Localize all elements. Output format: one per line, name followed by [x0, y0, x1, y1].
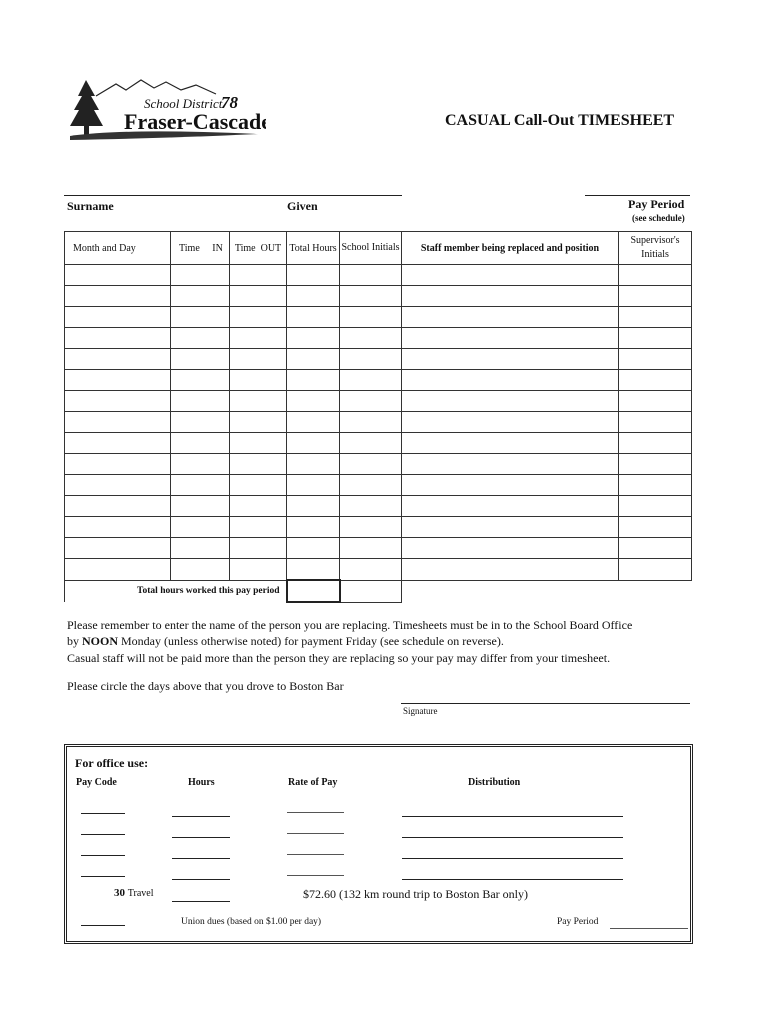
cell-time-out[interactable]: [230, 307, 287, 328]
cell-supervisor-initials[interactable]: [619, 265, 692, 286]
cell-staff-member[interactable]: [402, 328, 619, 349]
cell-time-in[interactable]: [171, 307, 230, 328]
cell-month-day[interactable]: [65, 307, 171, 328]
col-rate-of-pay: Rate of Pay: [288, 777, 338, 788]
cell-supervisor-initials[interactable]: [619, 517, 692, 538]
cell-supervisor-initials[interactable]: [619, 391, 692, 412]
cell-total-hours[interactable]: [287, 433, 340, 454]
cell-month-day[interactable]: [65, 391, 171, 412]
document-title: CASUAL Call-Out TIMESHEET: [445, 112, 675, 129]
cell-time-in[interactable]: [171, 349, 230, 370]
cell-school-initials[interactable]: [340, 454, 402, 475]
distribution-blank[interactable]: [402, 858, 623, 859]
cell-time-out[interactable]: [230, 433, 287, 454]
table-row: [65, 454, 692, 475]
cell-total-hours[interactable]: [287, 412, 340, 433]
cell-staff-member[interactable]: [402, 538, 619, 559]
cell-total-hours[interactable]: [287, 538, 340, 559]
table-row: [65, 475, 692, 496]
pay-code-blank[interactable]: [81, 855, 125, 856]
pay-code-blank[interactable]: [81, 876, 125, 877]
cell-month-day[interactable]: [65, 370, 171, 391]
cell-staff-member[interactable]: [402, 559, 619, 581]
total-hours-label: Total hours worked this pay period: [65, 580, 287, 602]
table-row: [65, 517, 692, 538]
col-staff-member: Staff member being replaced and position: [402, 232, 619, 265]
cell-school-initials[interactable]: [340, 559, 402, 581]
total-school-cell[interactable]: [340, 580, 402, 602]
logo-number: 78: [221, 93, 238, 112]
instructions-noon: NOON: [82, 634, 118, 648]
district-logo: [66, 76, 266, 142]
col-supervisor-initials: Supervisor's Initials: [619, 232, 692, 265]
cell-time-out[interactable]: [230, 412, 287, 433]
table-row: [65, 559, 692, 581]
cell-staff-member[interactable]: [402, 517, 619, 538]
cell-time-out[interactable]: [230, 391, 287, 412]
pay-period-label: Pay Period: [628, 197, 685, 211]
cell-school-initials[interactable]: [340, 433, 402, 454]
hours-blank[interactable]: [172, 816, 230, 817]
travel-hours-blank[interactable]: [172, 901, 230, 902]
cell-supervisor-initials[interactable]: [619, 559, 692, 581]
cell-total-hours[interactable]: [287, 286, 340, 307]
cell-month-day[interactable]: [65, 496, 171, 517]
col-time-out: Time OUT: [230, 232, 287, 265]
surname-label: Surname: [67, 199, 114, 213]
cell-staff-member[interactable]: [402, 391, 619, 412]
total-row: [65, 580, 692, 602]
name-line: [64, 195, 402, 196]
cell-time-out[interactable]: [230, 475, 287, 496]
pay-period-line: [585, 195, 690, 196]
cell-time-out[interactable]: [230, 349, 287, 370]
office-use-box: [64, 744, 693, 944]
cell-school-initials[interactable]: [340, 349, 402, 370]
cell-school-initials[interactable]: [340, 286, 402, 307]
cell-supervisor-initials[interactable]: [619, 496, 692, 517]
cell-time-out[interactable]: [230, 370, 287, 391]
table-row: [65, 286, 692, 307]
given-label: Given: [287, 199, 318, 213]
cell-school-initials[interactable]: [340, 517, 402, 538]
cell-time-out[interactable]: [230, 538, 287, 559]
instructions-line-1: Please remember to enter the name of the person you are replacing. Timesheets must be in to the School Board Office: [67, 618, 633, 632]
office-pay-period-label: Pay Period: [557, 917, 599, 927]
cell-staff-member[interactable]: [402, 412, 619, 433]
cell-time-out[interactable]: [230, 454, 287, 475]
table-row: [65, 496, 692, 517]
cell-time-out[interactable]: [230, 286, 287, 307]
distribution-blank[interactable]: [402, 879, 623, 880]
cell-time-in[interactable]: [171, 433, 230, 454]
table-header-row: [65, 232, 692, 265]
travel-amount: $72.60 (132 km round trip to Boston Bar only): [303, 887, 528, 901]
cell-month-day[interactable]: [65, 349, 171, 370]
hours-blank[interactable]: [172, 858, 230, 859]
cell-month-day[interactable]: [65, 538, 171, 559]
cell-staff-member[interactable]: [402, 496, 619, 517]
rate-blank[interactable]: [287, 833, 344, 834]
table-row: [65, 391, 692, 412]
instructions-line-2: [67, 633, 504, 649]
cell-time-in[interactable]: [171, 286, 230, 307]
cell-total-hours[interactable]: [287, 454, 340, 475]
col-month-and-day: Month and Day: [65, 232, 171, 265]
cell-supervisor-initials[interactable]: [619, 475, 692, 496]
cell-total-hours[interactable]: [287, 391, 340, 412]
instructions-line-2-suffix: Monday (unless otherwise noted) for payment Friday (see schedule on reverse).: [118, 634, 504, 648]
cell-school-initials[interactable]: [340, 496, 402, 517]
table-row: [65, 538, 692, 559]
cell-month-day[interactable]: [65, 286, 171, 307]
cell-time-out[interactable]: [230, 517, 287, 538]
pay-code-blank[interactable]: [81, 834, 125, 835]
distribution-blank[interactable]: [402, 816, 623, 817]
pay-period-note: (see schedule): [632, 213, 685, 223]
col-pay-code: Pay Code: [76, 777, 117, 788]
cell-supervisor-initials[interactable]: [619, 412, 692, 433]
logo-text-fraser-cascade: Fraser-Cascade: [124, 109, 266, 134]
total-hours-cell[interactable]: [287, 580, 340, 602]
cell-month-day[interactable]: [65, 265, 171, 286]
cell-total-hours[interactable]: [287, 517, 340, 538]
cell-school-initials[interactable]: [340, 412, 402, 433]
cell-time-in[interactable]: [171, 517, 230, 538]
cell-staff-member[interactable]: [402, 370, 619, 391]
timesheet-table: [64, 231, 692, 603]
cell-staff-member[interactable]: [402, 454, 619, 475]
rate-blank[interactable]: [287, 875, 344, 876]
cell-school-initials[interactable]: [340, 370, 402, 391]
cell-staff-member[interactable]: [402, 433, 619, 454]
cell-month-day[interactable]: [65, 412, 171, 433]
cell-supervisor-initials[interactable]: [619, 307, 692, 328]
cell-supervisor-initials[interactable]: [619, 433, 692, 454]
signature-line[interactable]: [401, 703, 690, 704]
total-staff-cell[interactable]: [402, 580, 619, 602]
col-school-initials: School Initials: [340, 232, 402, 265]
cell-time-in[interactable]: [171, 328, 230, 349]
office-use-title: For office use:: [75, 756, 149, 770]
cell-time-in[interactable]: [171, 265, 230, 286]
cell-total-hours[interactable]: [287, 265, 340, 286]
travel-label: Travel: [127, 888, 154, 899]
cell-school-initials[interactable]: [340, 475, 402, 496]
cell-staff-member[interactable]: [402, 349, 619, 370]
cell-time-in[interactable]: [171, 454, 230, 475]
cell-month-day[interactable]: [65, 517, 171, 538]
pay-code-blank[interactable]: [81, 813, 125, 814]
cell-school-initials[interactable]: [340, 391, 402, 412]
rate-blank[interactable]: [287, 854, 344, 855]
table-row: [65, 412, 692, 433]
cell-month-day[interactable]: [65, 559, 171, 581]
cell-total-hours[interactable]: [287, 328, 340, 349]
cell-time-in[interactable]: [171, 496, 230, 517]
cell-staff-member[interactable]: [402, 286, 619, 307]
table-row: [65, 307, 692, 328]
instructions-line-2-prefix: by: [67, 634, 82, 648]
travel-code: 30: [114, 887, 125, 899]
travel-row: [114, 887, 154, 899]
cell-supervisor-initials[interactable]: [619, 454, 692, 475]
table-row: [65, 370, 692, 391]
logo-text-school-district: School District: [144, 96, 223, 111]
signature-label: Signature: [403, 706, 438, 716]
hours-blank[interactable]: [172, 879, 230, 880]
cell-total-hours[interactable]: [287, 307, 340, 328]
table-row: [65, 433, 692, 454]
cell-time-in[interactable]: [171, 370, 230, 391]
cell-school-initials[interactable]: [340, 307, 402, 328]
cell-staff-member[interactable]: [402, 475, 619, 496]
table-row: [65, 349, 692, 370]
distribution-blank[interactable]: [402, 837, 623, 838]
cell-time-in[interactable]: [171, 559, 230, 581]
office-pay-period-blank[interactable]: [610, 928, 688, 929]
col-hours: Hours: [188, 777, 215, 788]
table-row: [65, 328, 692, 349]
union-dues-label: Union dues (based on $1.00 per day): [181, 917, 322, 927]
cell-school-initials[interactable]: [340, 538, 402, 559]
cell-supervisor-initials[interactable]: [619, 328, 692, 349]
cell-total-hours[interactable]: [287, 349, 340, 370]
instructions-line-3: Casual staff will not be paid more than the person they are replacing so your pay may differ from your timesheet.: [67, 651, 611, 665]
hours-blank[interactable]: [172, 837, 230, 838]
cell-month-day[interactable]: [65, 328, 171, 349]
cell-time-in[interactable]: [171, 391, 230, 412]
cell-time-out[interactable]: [230, 559, 287, 581]
table-row: [65, 265, 692, 286]
cell-supervisor-initials[interactable]: [619, 349, 692, 370]
cell-staff-member[interactable]: [402, 265, 619, 286]
cell-total-hours[interactable]: [287, 370, 340, 391]
cell-school-initials[interactable]: [340, 328, 402, 349]
rate-blank[interactable]: [287, 812, 344, 813]
cell-time-in[interactable]: [171, 538, 230, 559]
cell-month-day[interactable]: [65, 475, 171, 496]
total-supervisor-cell[interactable]: [619, 580, 692, 602]
cell-supervisor-initials[interactable]: [619, 286, 692, 307]
cell-time-in[interactable]: [171, 412, 230, 433]
instructions-line-4: Please circle the days above that you drove to Boston Bar: [67, 679, 344, 693]
cell-supervisor-initials[interactable]: [619, 370, 692, 391]
cell-total-hours[interactable]: [287, 475, 340, 496]
col-time-in: Time IN: [171, 232, 230, 265]
cell-time-in[interactable]: [171, 475, 230, 496]
cell-time-out[interactable]: [230, 328, 287, 349]
cell-supervisor-initials[interactable]: [619, 538, 692, 559]
cell-total-hours[interactable]: [287, 559, 340, 581]
cell-total-hours[interactable]: [287, 496, 340, 517]
cell-month-day[interactable]: [65, 433, 171, 454]
col-distribution: Distribution: [468, 777, 521, 788]
col-total-hours: Total Hours: [287, 232, 340, 265]
cell-month-day[interactable]: [65, 454, 171, 475]
cell-staff-member[interactable]: [402, 307, 619, 328]
cell-time-out[interactable]: [230, 496, 287, 517]
union-pay-code-blank[interactable]: [81, 925, 125, 926]
cell-time-out[interactable]: [230, 265, 287, 286]
cell-school-initials[interactable]: [340, 265, 402, 286]
